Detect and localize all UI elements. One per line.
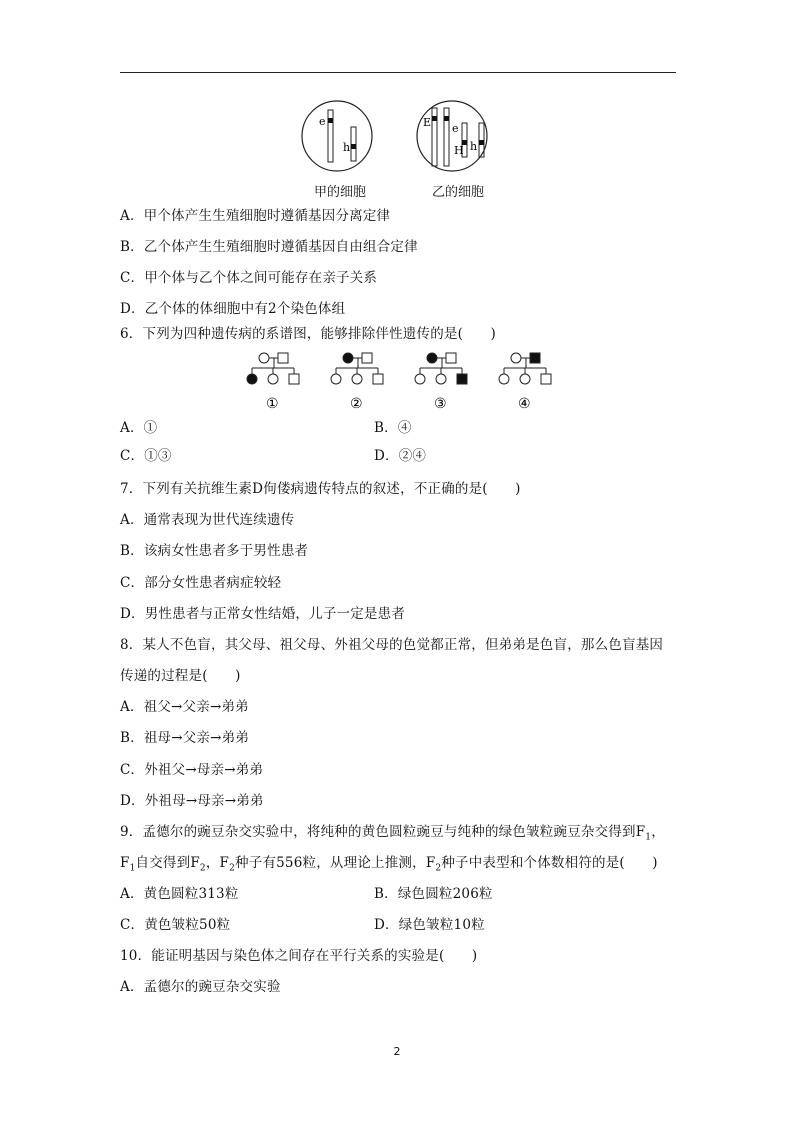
pedigree-label-1: ① xyxy=(266,396,279,412)
cell-b-label-E: E xyxy=(423,116,432,129)
q6-option-a: A．① xyxy=(120,420,158,436)
q8-option-a: A．祖父→父亲→弟弟 xyxy=(120,699,249,715)
pedigree-figure xyxy=(240,348,560,414)
pedigree-4 xyxy=(499,353,551,384)
q6-stem: 6．下列为四种遗传病的系谱图，能够排除伴性遗传的是( ) xyxy=(120,326,496,342)
pedigree-2 xyxy=(331,353,383,384)
q8-option-d: D．外祖母→母亲→弟弟 xyxy=(120,793,264,809)
pedigree-1 xyxy=(247,353,299,384)
q8-option-c: C．外祖父→母亲→弟弟 xyxy=(120,762,264,778)
q9-option-c: C．黄色皱粒50粒 xyxy=(120,917,231,933)
q10-stem: 10．能证明基因与染色体之间存在平行关系的实验是( ) xyxy=(120,948,478,964)
cell-b-label-h: h xyxy=(470,140,478,153)
q6-option-b: B．④ xyxy=(374,420,412,436)
q6-option-c: C．①③ xyxy=(120,448,172,464)
cell-b-diagram xyxy=(417,101,487,171)
pedigree-label-4: ④ xyxy=(518,396,531,412)
page-number: 2 xyxy=(393,1045,401,1058)
cell-a-diagram xyxy=(302,101,372,171)
q5-option-a: A．甲个体产生生殖细胞时遵循基因分离定律 xyxy=(120,208,391,224)
q9-option-a: A．黄色圆粒313粒 xyxy=(120,886,239,902)
q9-option-d: D．绿色皱粒10粒 xyxy=(374,917,485,933)
q8-option-b: B．祖母→父亲→弟弟 xyxy=(120,730,250,746)
cell-b-caption: 乙的细胞 xyxy=(432,185,485,200)
q5-option-c: C．甲个体与乙个体之间可能存在亲子关系 xyxy=(120,270,378,286)
q7-option-b: B．该病女性患者多于男性患者 xyxy=(120,543,309,559)
cell-figure xyxy=(296,98,506,178)
q9-stem-line1: 9．孟德尔的豌豆杂交实验中，将纯种的黄色圆粒豌豆与纯种的绿色皱粒豌豆杂交得到$F_1$， xyxy=(120,824,665,843)
header-rule xyxy=(120,72,676,73)
q6-option-d: D．②④ xyxy=(374,448,427,464)
q7-option-a: A．通常表现为世代连续遗传 xyxy=(120,512,295,528)
q5-option-b: B．乙个体产生生殖细胞时遵循基因自由组合定律 xyxy=(120,239,418,255)
cell-a-label-e: e xyxy=(319,115,326,128)
q8-stem-line1: 8．某人不色盲，其父母、祖父母、外祖父母的色觉都正常，但弟弟是色盲，那么色盲基因 xyxy=(120,637,664,653)
q9-stem-line2: $F_1$自交得到$F_2$，$F_2$种子有556粒，从理论上推测，$F_2$种子中表型和个体数相符的是( ) xyxy=(120,855,658,874)
cell-b-label-H: H xyxy=(454,144,464,157)
q7-option-c: C．部分女性患者病症较轻 xyxy=(120,575,282,591)
q10-option-a: A．孟德尔的豌豆杂交实验 xyxy=(120,979,281,995)
cell-b-label-e: e xyxy=(452,122,459,135)
q7-stem: 7．下列有关抗维生素D佝偻病遗传特点的叙述，不正确的是( ) xyxy=(120,481,521,497)
q5-option-d: D．乙个体的体细胞中有2个染色体组 xyxy=(120,301,346,317)
q9-option-b: B．绿色圆粒206粒 xyxy=(374,886,493,902)
q8-stem-line2: 传递的过程是( ) xyxy=(120,668,241,684)
cell-a-caption: 甲的细胞 xyxy=(314,185,367,200)
pedigree-label-2: ② xyxy=(350,396,363,412)
pedigree-label-3: ③ xyxy=(434,396,447,412)
pedigree-3 xyxy=(415,353,467,384)
q7-option-d: D．男性患者与正常女性结婚，儿子一定是患者 xyxy=(120,606,406,622)
cell-a-label-h: h xyxy=(343,141,351,154)
